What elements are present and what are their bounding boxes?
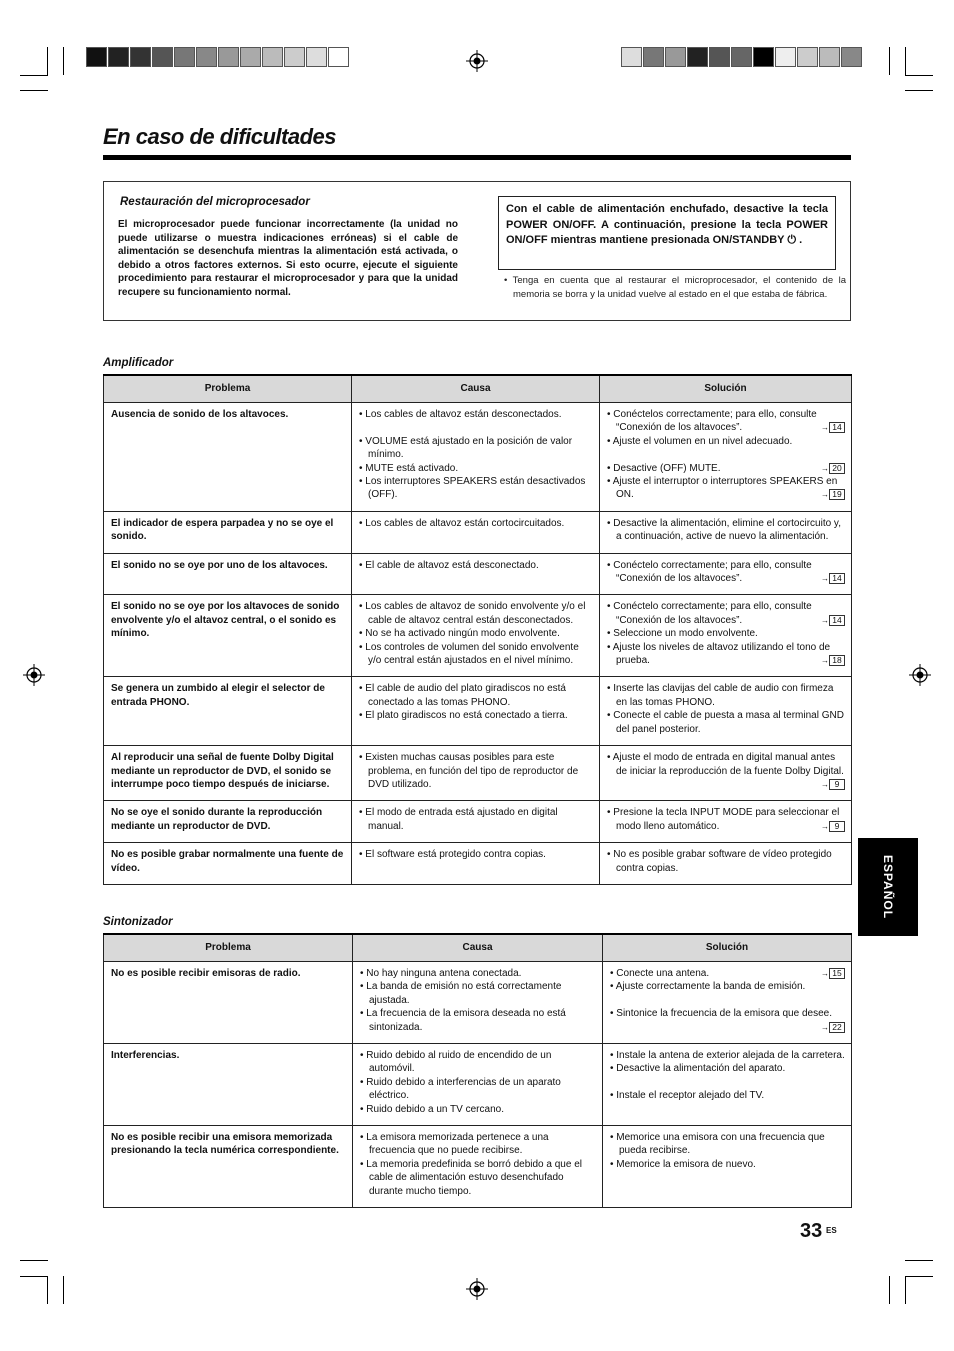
list-item — [360, 1131, 596, 1158]
solution-cell — [603, 1126, 852, 1208]
color-swatch — [108, 47, 129, 67]
color-swatch — [797, 47, 818, 67]
color-swatch — [841, 47, 862, 67]
table-row — [104, 843, 852, 885]
list-item-text: Instale la antena de exterior alejada de la carretera. — [616, 1050, 845, 1062]
page-reference-icon — [821, 655, 845, 666]
list-item-text: El cable de altavoz está desconectado. — [365, 559, 539, 571]
list-item — [359, 435, 593, 462]
list-item — [359, 848, 593, 861]
list-item-text: Memorice una emisora con una frecuencia que pueda recibirse. — [616, 1132, 825, 1157]
arrow-icon: → — [821, 969, 829, 978]
list-item — [610, 1158, 845, 1171]
header-solution: Solución — [600, 375, 852, 403]
list-item-text: Presione la tecla INPUT MODE para seleccionar el modo lleno automático. — [613, 807, 840, 832]
solution-list — [607, 682, 845, 736]
color-swatch — [152, 47, 173, 67]
solution-list — [610, 1131, 845, 1171]
cause-list — [360, 1131, 596, 1198]
color-swatch — [819, 47, 840, 67]
list-item-text: Existen muchas causas posibles para este problema, en función del tipo de reproductor de DVD utilizado. — [365, 752, 579, 790]
color-swatch — [753, 47, 774, 67]
cause-cell — [352, 843, 600, 885]
list-item-text: Conéctelo correctamente; para ello, consulte “Conexión de los altavoces”. — [613, 601, 812, 626]
color-swatch — [196, 47, 217, 67]
problem-cell: El sonido no se oye por los altavoces de sonido envolvente y/o el altavoz central, o el sonido es mínimo. — [104, 595, 352, 677]
header-problem: Problema — [104, 934, 353, 962]
page-reference-number: 14 — [829, 573, 845, 584]
list-item-text: La frecuencia de la emisora deseada no está sintonizada. — [366, 1008, 566, 1033]
color-swatch — [687, 47, 708, 67]
list-item — [359, 408, 593, 421]
reset-box — [103, 181, 851, 321]
solution-list — [607, 559, 845, 586]
solution-list — [607, 848, 845, 875]
list-item-text: Los controles de volumen del sonido envolvente y/o central están ajustados en el nivel mínimo. — [365, 641, 579, 667]
table-row — [104, 403, 852, 512]
color-swatch — [665, 47, 686, 67]
list-item — [607, 475, 845, 502]
solution-cell — [600, 746, 852, 801]
color-swatch — [328, 47, 349, 67]
list-item-text: Ajuste los niveles de altavoz utilizando el tono de prueba. — [612, 641, 831, 667]
cause-list — [359, 806, 593, 833]
page-language-suffix: ES — [826, 1226, 837, 1235]
color-swatch — [174, 47, 195, 67]
list-item — [360, 1049, 596, 1076]
list-item-text: La banda de emisión no está correctamente ajustada. — [366, 981, 562, 1006]
cause-cell — [352, 677, 600, 746]
list-item-text: No se ha activado ningún modo envolvente. — [365, 628, 560, 640]
section-label-tuner: Sintonizador — [103, 916, 173, 928]
arrow-icon: → — [821, 490, 829, 500]
page-reference-icon — [821, 968, 845, 979]
problem-cell: El sonido no se oye por uno de los altavoces. — [104, 553, 352, 595]
cause-list — [359, 682, 593, 722]
arrow-icon: → — [821, 779, 829, 789]
list-item — [607, 848, 845, 875]
list-item-text: Memorice la emisora de nuevo. — [616, 1158, 756, 1170]
problem-cell: No se oye el sonido durante la reproducción mediante un reproductor de DVD. — [104, 801, 352, 843]
list-item-text: No hay ninguna antena conectada. — [366, 968, 522, 979]
color-swatch — [775, 47, 796, 67]
page-reference-number: 9 — [829, 821, 845, 832]
tuner-table — [103, 933, 852, 1208]
list-item-text: MUTE está activado. — [365, 462, 459, 474]
list-item — [607, 709, 845, 736]
cause-list — [359, 559, 593, 572]
registration-mark-icon — [466, 1278, 488, 1300]
list-item-text: Seleccione un modo envolvente. — [613, 628, 758, 640]
list-item-text: Conéctelo correctamente; para ello, consulte “Conexión de los altavoces”. — [613, 559, 812, 585]
color-swatch — [262, 47, 283, 67]
list-item — [607, 641, 845, 668]
page-reference-icon — [821, 1022, 845, 1033]
list-item — [359, 682, 593, 709]
list-item-text: Desactive (OFF) MUTE. — [613, 462, 721, 474]
color-swatch — [731, 47, 752, 67]
list-item-text: Los cables de altavoz de sonido envolvente y/o el cable de altavoz central están desconectados. — [365, 601, 586, 626]
page-reference-icon — [821, 615, 845, 626]
table-row — [104, 511, 852, 553]
solution-cell — [600, 403, 852, 512]
list-item-text: Los interruptores SPEAKERS están desactivados (OFF). — [365, 476, 586, 501]
list-item — [607, 600, 845, 627]
page-reference-number: 14 — [829, 615, 845, 626]
cause-list — [360, 1049, 596, 1116]
solution-list — [607, 517, 845, 544]
list-item-text: Desactive la alimentación, elimine el cortocircuito y, a continuación, active de nuevo la alimentación. — [613, 517, 841, 543]
arrow-icon: → — [821, 821, 829, 831]
cause-cell — [352, 746, 600, 801]
list-item-text: Inserte las clavijas del cable de audio con firmeza en las tomas PHONO. — [613, 683, 834, 708]
list-item — [607, 559, 845, 586]
list-item-text: El cable de audio del plato giradiscos no está conectado a las tomas PHONO. — [365, 683, 566, 708]
list-item-text: Ruido debido a un TV cercano. — [366, 1103, 504, 1115]
cause-cell — [352, 403, 600, 512]
cause-cell — [353, 1044, 603, 1126]
arrow-icon: → — [821, 656, 829, 666]
list-item — [359, 600, 593, 627]
list-item-text: El software está protegido contra copias. — [365, 849, 546, 861]
solution-list — [607, 751, 845, 789]
list-item — [607, 462, 845, 475]
list-item — [610, 980, 845, 993]
table-row — [104, 801, 852, 843]
page-reference-number: 18 — [829, 655, 845, 666]
page-reference-number: 19 — [829, 489, 845, 500]
list-item-text: Los cables de altavoz están desconectados. — [365, 409, 562, 420]
list-item-text: La memoria predefinida se borró debido a que el cable de alimentación estuvo desenchufado durante mucho tiempo. — [366, 1158, 582, 1197]
list-item — [359, 641, 593, 668]
page-reference-icon — [821, 779, 845, 790]
table-row — [104, 677, 852, 746]
problem-cell: No es posible grabar normalmente una fuente de vídeo. — [104, 843, 352, 885]
list-item — [359, 475, 593, 502]
table-row — [104, 595, 852, 677]
problem-cell: Interferencias. — [104, 1044, 353, 1126]
solution-cell — [603, 962, 852, 1044]
solution-list — [607, 600, 845, 667]
page-reference-icon — [821, 573, 845, 584]
cause-cell — [353, 1126, 603, 1208]
problem-cell: Se genera un zumbido al elegir el selector de entrada PHONO. — [104, 677, 352, 746]
cause-cell — [352, 801, 600, 843]
cause-list — [359, 848, 593, 861]
solution-list — [607, 408, 845, 502]
cause-cell — [353, 962, 603, 1044]
arrow-icon: → — [821, 615, 829, 625]
color-swatch — [709, 47, 730, 67]
list-item — [610, 967, 845, 980]
cause-list — [359, 600, 593, 667]
list-item-text: Conecte una antena. — [616, 968, 710, 979]
list-item — [360, 967, 596, 980]
registration-mark-icon — [23, 664, 45, 686]
header-problem: Problema — [104, 375, 352, 403]
problem-cell: Ausencia de sonido de los altavoces. — [104, 403, 352, 512]
page-reference-number: 20 — [829, 463, 845, 474]
list-item — [610, 1131, 845, 1158]
arrow-icon: → — [821, 574, 829, 584]
color-bar-left — [86, 47, 350, 67]
cause-list — [360, 967, 596, 1034]
color-swatch — [86, 47, 107, 67]
list-item-text: No es posible grabar software de vídeo protegido contra copias. — [613, 849, 832, 874]
reset-instruction: Con el cable de alimentación enchufado, desactive la tecla POWER ON/OFF. A continuación, presione la tecla POWER ON/OFF mientras mantiene presionada ON/STANDBY ⏻ . — [498, 196, 836, 270]
list-item — [359, 751, 593, 791]
color-swatch — [621, 47, 642, 67]
page-reference-icon — [821, 422, 845, 433]
list-item-text: El plato giradiscos no está conectado a tierra. — [365, 710, 568, 722]
color-swatch — [130, 47, 151, 67]
solution-cell — [600, 843, 852, 885]
reset-heading: Restauración del microprocesador — [120, 196, 310, 208]
problem-cell: No es posible recibir emisoras de radio. — [104, 962, 353, 1044]
list-item — [360, 1158, 596, 1198]
cause-cell — [352, 595, 600, 677]
color-swatch — [643, 47, 664, 67]
list-item-text: Ajuste el volumen en un nivel adecuado. — [612, 435, 793, 447]
color-swatch — [284, 47, 305, 67]
list-item-text: Ajuste el interruptor o interruptores SPEAKERS en ON. — [612, 476, 838, 501]
table-header-row — [104, 934, 852, 962]
list-item — [610, 1062, 845, 1075]
problem-cell: El indicador de espera parpadea y no se oye el sonido. — [104, 511, 352, 553]
reset-note-text: Tenga en cuenta que al restaurar el microprocesador, el contenido de la memoria se borra y la unidad vuelve al estado en el que estaba de fábrica. — [512, 275, 846, 300]
list-item — [607, 435, 845, 448]
list-item — [360, 1103, 596, 1116]
cause-list — [359, 751, 593, 791]
list-item — [610, 1007, 845, 1032]
header-cause: Causa — [352, 375, 600, 403]
list-item — [607, 627, 845, 640]
amplifier-table — [103, 374, 852, 885]
list-item-text: Conéctelos correctamente; para ello, consulte “Conexión de los altavoces”. — [613, 409, 817, 434]
arrow-icon: → — [821, 463, 829, 473]
list-item — [359, 806, 593, 833]
problem-cell: Al reproducir una señal de fuente Dolby Digital mediante un reproductor de DVD, el sonido se interrumpe poco tiempo después de iniciarse. — [104, 746, 352, 801]
page-reference-number: 15 — [829, 968, 845, 979]
section-label-amplifier: Amplificador — [103, 357, 174, 369]
page-reference-number: 14 — [829, 422, 845, 433]
table-header-row — [104, 375, 852, 403]
list-item — [360, 980, 596, 1007]
table-row — [104, 1044, 852, 1126]
language-tab-label: ESPAÑOL — [881, 854, 895, 920]
list-item — [360, 1007, 596, 1034]
list-item-text: Ajuste el modo de entrada en digital manual antes de iniciar la reproducción de la fuente Dolby Digital. — [612, 752, 844, 777]
list-item — [359, 559, 593, 572]
list-item — [359, 462, 593, 475]
list-item — [607, 408, 845, 435]
list-item-text: El modo de entrada está ajustado en digital manual. — [365, 807, 558, 832]
arrow-icon: → — [821, 423, 829, 433]
arrow-icon: → — [821, 1022, 829, 1032]
registration-mark-icon — [909, 664, 931, 686]
solution-cell — [600, 553, 852, 595]
list-item-text: Los cables de altavoz están cortocircuitados. — [365, 517, 565, 529]
list-item-text: Ajuste correctamente la banda de emisión. — [615, 981, 806, 993]
solution-list — [610, 1049, 845, 1103]
color-swatch — [306, 47, 327, 67]
page-reference-number: 22 — [829, 1022, 845, 1033]
solution-cell — [603, 1044, 852, 1126]
list-item-text: Conecte el cable de puesta a masa al terminal GND del panel posterior. — [613, 710, 844, 735]
cause-cell — [352, 553, 600, 595]
page-reference-icon — [821, 463, 845, 474]
cause-cell — [352, 511, 600, 553]
list-item-text: La emisora memorizada pertenece a una frecuencia que no puede recibirse. — [366, 1132, 549, 1157]
color-bar-right — [621, 47, 863, 67]
registration-mark-icon — [466, 50, 488, 72]
list-item — [359, 627, 593, 640]
list-item — [610, 1049, 845, 1062]
list-item-text: Instale el receptor alejado del TV. — [616, 1090, 765, 1102]
solution-list — [607, 806, 845, 833]
list-item — [607, 682, 845, 709]
title-rule — [103, 155, 851, 160]
table-row — [104, 553, 852, 595]
problem-cell: No es posible recibir una emisora memorizada presionando la tecla numérica correspondiente. — [104, 1126, 353, 1208]
cause-list — [359, 408, 593, 502]
table-row — [104, 962, 852, 1044]
page-title: En caso de dificultades — [103, 124, 337, 149]
list-item-text: Ruido debido a interferencias de un aparato eléctrico. — [366, 1076, 561, 1102]
page-reference-icon — [821, 821, 845, 832]
list-item — [610, 1089, 845, 1102]
solution-cell — [600, 801, 852, 843]
page-number: 33 — [800, 1220, 823, 1242]
cause-list — [359, 517, 593, 530]
table-row — [104, 1126, 852, 1208]
solution-list — [610, 967, 845, 1032]
list-item-text: Desactive la alimentación del aparato. — [616, 1063, 786, 1075]
list-item — [359, 517, 593, 530]
list-item — [607, 751, 845, 789]
list-item-text: Ruido debido al ruido de encendido de un automóvil. — [366, 1050, 552, 1075]
page-reference-number: 9 — [829, 779, 845, 790]
list-item-text: Sintonice la frecuencia de la emisora que desee. — [616, 1008, 832, 1020]
list-item — [360, 1076, 596, 1103]
list-item — [359, 709, 593, 722]
reset-note: • Tenga en cuenta que al restaurar el microprocesador, el contenido de la memoria se borra y la unidad vuelve al estado en el que estaba de fábrica. — [504, 275, 846, 300]
color-swatch — [218, 47, 239, 67]
list-item — [607, 806, 845, 833]
color-swatch — [240, 47, 261, 67]
list-item-text: VOLUME está ajustado en la posición de valor mínimo. — [365, 435, 573, 461]
reset-body: El microprocesador puede funcionar incorrectamente (la unidad no puede utilizarse o muestra indicaciones erróneas) si el cable de alimentación se desenchufa mientras la alimentación está activada, o debido a otros factores externos. Si esto ocurre, ejecute el siguiente procedimiento para restaurar el microprocesador y para que la unidad recupere su funcionamiento normal. — [118, 219, 458, 298]
solution-cell — [600, 511, 852, 553]
solution-cell — [600, 595, 852, 677]
solution-cell — [600, 677, 852, 746]
header-cause: Causa — [353, 934, 603, 962]
page-reference-icon — [821, 489, 845, 500]
table-row — [104, 746, 852, 801]
list-item — [607, 517, 845, 544]
language-tab — [858, 838, 918, 936]
header-solution: Solución — [603, 934, 852, 962]
